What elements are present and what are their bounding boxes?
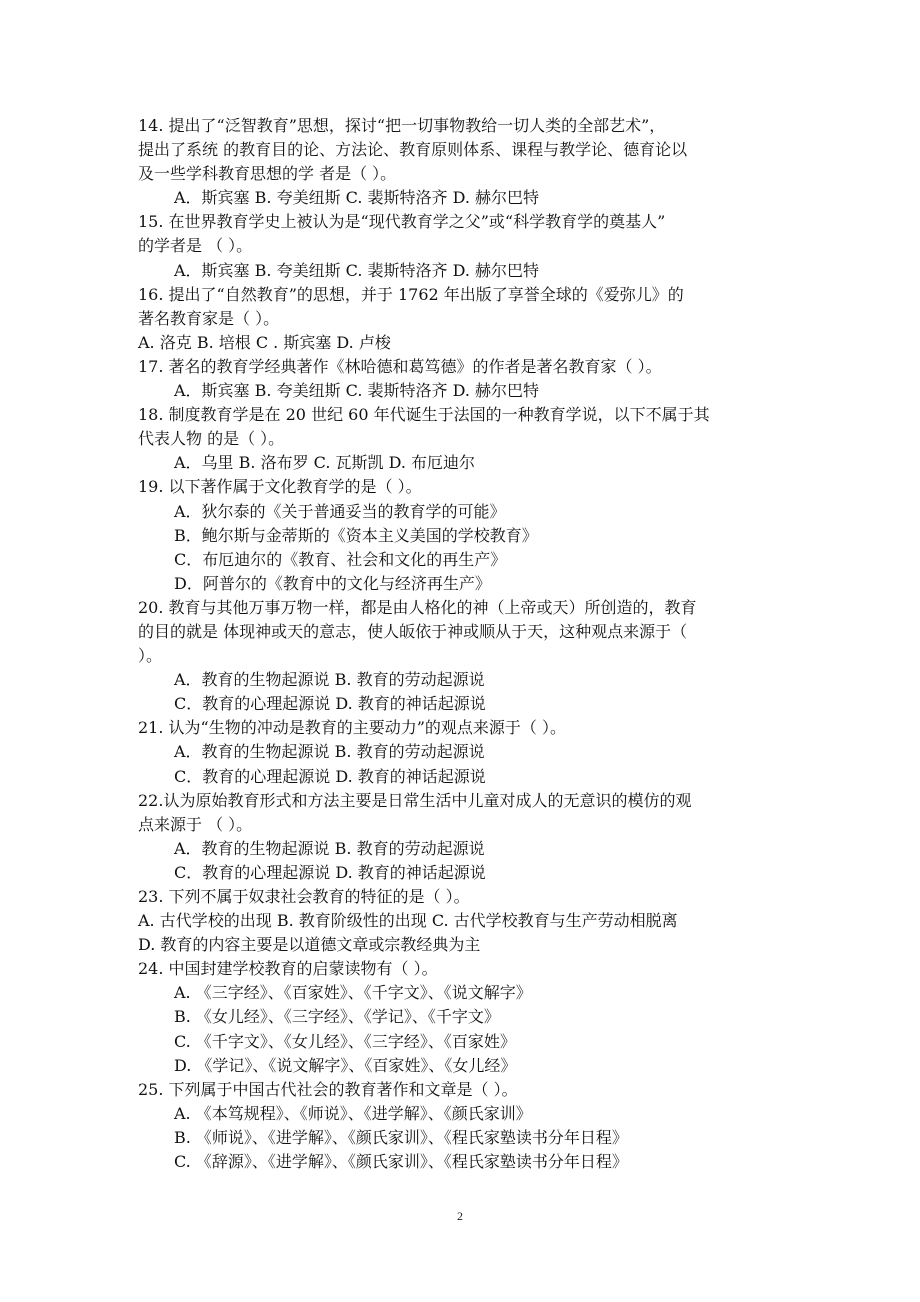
question-text-line: 的目的就是 体现神或天的意志，使人皈依于神或顺从于天，这种观点来源于（	[138, 621, 688, 641]
question-text-line: A. 古代学校的出现 B. 教育阶级性的出现 C. 古代学校教育与生产劳动相脱离	[138, 911, 678, 931]
answer-option: C. 《千字文》、《女儿经》、《三字经》、《百家姓》	[174, 1031, 516, 1051]
answer-option: A．斯宾塞 B. 夸美纽斯 C. 裴斯特洛齐 D. 赫尔巴特	[174, 260, 540, 280]
question-item	[138, 283, 788, 355]
answer-option: B．鲍尔斯与金蒂斯的《资本主义美国的学校教育》	[174, 525, 538, 545]
answer-option: A．狄尔泰的《关于普通妥当的教育学的可能》	[174, 501, 506, 521]
question-item	[138, 885, 788, 957]
question-item	[138, 1078, 788, 1174]
question-text-line: ）。	[138, 646, 163, 666]
question-text-line: 的学者是 （ ）。	[138, 236, 253, 256]
question-item	[138, 789, 788, 885]
answer-option: A．斯宾塞 B. 夸美纽斯 C. 裴斯特洛齐 D. 赫尔巴特	[174, 188, 540, 208]
question-text-line: 及一些学科教育思想的学 者是（ ）。	[138, 164, 397, 184]
question-item	[138, 355, 788, 403]
answer-option: A．斯宾塞 B. 夸美纽斯 C. 裴斯特洛齐 D. 赫尔巴特	[174, 381, 540, 401]
question-text-line: 21. 认为“生物的冲动是教育的主要动力”的观点来源于（ ）。	[138, 718, 566, 738]
question-text-line: 19. 以下著作属于文化教育学的是（ ）。	[138, 477, 422, 497]
question-text-line: 22.认为原始教育形式和方法主要是日常生活中儿童对成人的无意识的模仿的观	[138, 790, 692, 810]
question-list	[138, 114, 788, 1174]
answer-option: A. 《本笃规程》、《师说》、《进学解》、《颜氏家训》	[174, 1103, 532, 1123]
question-item	[138, 403, 788, 475]
question-text-line: 14. 提出了“泛智教育”思想，探讨“把一切事物教给一切人类的全部艺术”，	[138, 116, 666, 135]
answer-option: A. 《三字经》、《百家姓》、《千字文》、《说文解字》	[174, 983, 532, 1003]
question-text-line: D. 教育的内容主要是以道德文章或宗教经典为主	[138, 935, 481, 955]
question-text-line: 点来源于 （ ）。	[138, 814, 253, 834]
question-text-line: 18. 制度教育学是在 20 世纪 60 年代诞生于法国的一种教育学说，以下不属于其	[138, 405, 710, 425]
question-text-line: 著名教育家是（ ）。	[138, 308, 280, 328]
question-text-line: 15. 在世界教育学史上被认为是“现代教育学之父”或“科学教育学的奠基人”	[138, 212, 666, 232]
question-item	[138, 475, 788, 595]
question-text-line: 24. 中国封建学校教育的启蒙读物有（ ）。	[138, 959, 438, 979]
question-text-line: 20. 教育与其他万事万物一样，都是由人格化的神（上帝或天）所创造的，教育	[138, 597, 697, 617]
question-text-line: 代表人物 的是（ ）。	[138, 429, 285, 449]
answer-option: C．教育的心理起源说 D. 教育的神话起源说	[174, 862, 486, 882]
page-number: 2	[457, 1209, 463, 1223]
question-text-line: 提出了系统 的教育目的论、方法论、教育原则体系、课程与教学论、德育论以	[138, 140, 688, 160]
question-text-line: 16. 提出了“自然教育”的思想，并于 1762 年出版了享誉全球的《爱弥儿》的	[138, 284, 684, 304]
answer-option: A．教育的生物起源说 B. 教育的劳动起源说	[174, 670, 485, 690]
answer-option: C. 《辞源》、《进学解》、《颜氏家训》、《程氏家塾读书分年日程》	[174, 1152, 628, 1172]
question-text-line: 23. 下列不属于奴隶社会教育的特征的是（ ）。	[138, 887, 470, 906]
question-item	[138, 210, 788, 282]
answer-option: D. 《学记》、《说文解字》、《百家姓》、《女儿经》	[174, 1055, 517, 1075]
answer-option: B. 《师说》、《进学解》、《颜氏家训》、《程氏家塾读书分年日程》	[174, 1127, 628, 1147]
answer-option: A．乌里 B. 洛布罗 C. 瓦斯凯 D. 布厄迪尔	[174, 453, 476, 473]
answer-option: C．布厄迪尔的《教育、社会和文化的再生产》	[174, 549, 507, 569]
answer-option: B. 《女儿经》、《三字经》、《学记》、《千字文》	[174, 1007, 500, 1027]
question-text-line: A. 洛克 B. 培根 C . 斯宾塞 D. 卢梭	[138, 332, 391, 352]
answer-option: C．教育的心理起源说 D. 教育的神话起源说	[174, 766, 486, 786]
answer-option: D．阿普尔的《教育中的文化与经济再生产》	[174, 573, 491, 593]
question-text-line: 25. 下列属于中国古代社会的教育著作和文章是（ ）。	[138, 1079, 518, 1099]
answer-option: A．教育的生物起源说 B. 教育的劳动起源说	[174, 838, 485, 858]
question-item	[138, 114, 788, 210]
question-item	[138, 596, 788, 716]
answer-option: C．教育的心理起源说 D. 教育的神话起源说	[174, 694, 486, 714]
question-text-line: 17. 著名的教育学经典著作《林哈德和葛笃德》的作者是著名教育家（ ）。	[138, 356, 662, 376]
answer-option: A．教育的生物起源说 B. 教育的劳动起源说	[174, 742, 485, 762]
question-item	[138, 716, 788, 788]
question-item	[138, 957, 788, 1077]
